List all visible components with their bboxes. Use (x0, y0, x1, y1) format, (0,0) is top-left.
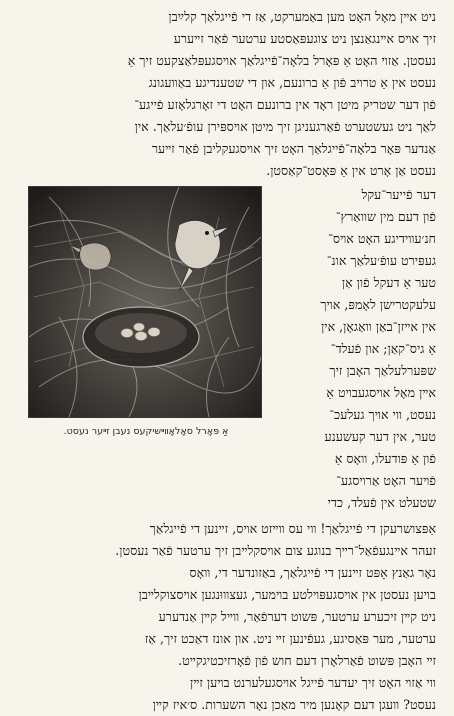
text-line: נעסט, װי אױך געלעכ־ (329, 407, 436, 422)
bird-nest-photo (28, 186, 262, 418)
text-line: אין אײזן־באַן װאַגאָן, אין (321, 319, 436, 334)
text-line: אַפּצושרעקן די פֿייגלאַך! װי עס װײזט אױס, זײנען די פֿייגלאַך (149, 521, 436, 536)
text-line: חנ׳עװידיגע האָט אױס־ (328, 231, 436, 246)
text-line: נעסט אין אַ טרױב פֿון אַ ברונעם, און די שטענדיגע באַװעגונג (148, 75, 436, 90)
text-line: פֿױער האָט אַרױסגע־ (336, 473, 436, 488)
text-line: זיך אױס אײנגאַנצן ניט צוגעפּאַסטע ערטער פֿאַר זײערע (173, 31, 436, 46)
text-line: שפּערלעלאַך האָבן זיך (329, 363, 436, 378)
text-line: טער, אין דער קעשענע (324, 429, 436, 444)
text-line: נאָר גאַנץ אָפּט זײנען די פֿייגלאַך, באַזונדער די, װאָס (189, 565, 436, 580)
text-line: טער אַ דעקל פֿון אַן (341, 275, 436, 290)
text-line: געפּירט עופֿ׳עלאַך אונ־ (326, 253, 436, 268)
text-line: ניט קײן זיכערע ערטער, פּשוט דערפֿאַר, װײל קײן אַנדערע (158, 609, 436, 624)
text-line: װי אַזױ האָט זיך יעדער פֿייגל אױסגעלערנט בױען זײן (190, 675, 436, 690)
text-line: פֿון אַ פּודעלו, װאָס אַ (334, 451, 436, 466)
text-line: בױען נעסטן אין אױסגעפּױלטע בױמער, געצװוּנגען אױסצוקלײבן (138, 587, 436, 602)
top-paragraph (20, 6, 436, 182)
text-line: אַנדער פּאָר בלאָה־פֿייגלאַך האָט זיך אױסגעקליבן פֿאַר זײער (151, 141, 436, 156)
text-line: פֿון דעם מין שװאַרץ־ (335, 209, 436, 224)
text-line: נעסט אַן אָרט אין אַ פּאָסט־קאַסטן. (266, 163, 436, 178)
text-line: שטעלט אין פֿעלד, כדי (327, 495, 436, 510)
text-line: נעסט? װעגן דעם קאָנען מיר מאַכן נאָר השערות. ס׳איז קײן (152, 697, 436, 712)
text-line: זעהר אײנגעפֿאַל־רײך בנוגע צום אױסקלײבן זיך ערטער פֿאַר נעסטן. (115, 543, 436, 558)
text-line: אַ גיס־קאַן; און פֿעלד־ (330, 341, 436, 356)
text-line: אײן מאָל אױסגעבױט אַ (326, 385, 436, 400)
text-line: זײ האָבן פּשוט פֿאַרלאָרן דעם חוש פֿון פֿאָרזיכטיגקײט. (178, 653, 436, 668)
text-with-figure (20, 184, 436, 514)
figure-caption: אַ פּאָרל סאָלאָװײשיקעס נעבן זײער נעסט. (63, 426, 229, 437)
text-line: ערטער, מער פּאַסיגע, געפֿינען זײ ניט. און אונז דאַכט זיך, אַז (144, 631, 436, 646)
text-line: ניט אײן מאָל האָט מען באַמערקט, אַז די פֿייגלאַך קלײַבן (168, 9, 436, 24)
figure (30, 186, 262, 514)
text-line: פֿון דער שטריק מיטן ראָד אין ברונעם האָט די זאָרגלאָזע פֿייגע־ (134, 97, 436, 112)
text-line: דער פֿייער־עקל (361, 187, 436, 202)
text-line: עלעקטרישן לאָמפּ, אױך (320, 297, 436, 312)
text-line: לאַך ניט געשטערט פֿאַרגעניגן זיך מיטן אױספּירן עופֿ׳עלאַך. אין (134, 119, 436, 134)
text-line: נעסטן. אַזױ האָט אַ פּאָרל בלאָה־פֿייגלאַך אױסגעפּלאַצקעט זיך אַ (127, 53, 436, 68)
column-paragraph (278, 184, 436, 514)
bottom-paragraph (20, 518, 436, 716)
